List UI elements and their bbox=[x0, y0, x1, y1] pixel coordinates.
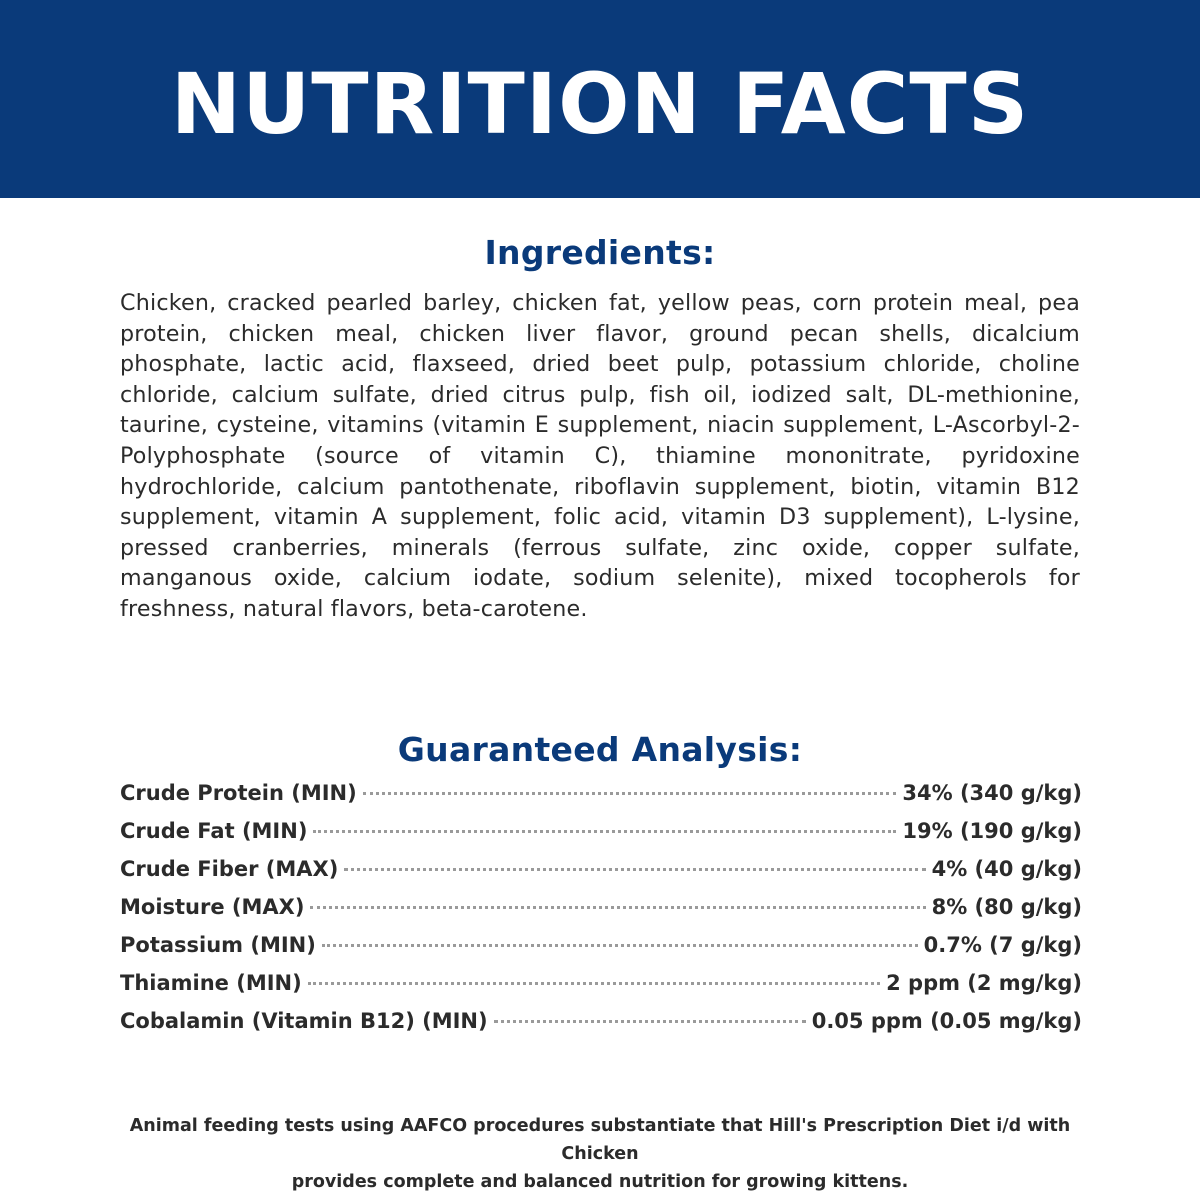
dot-leader bbox=[344, 868, 925, 871]
analysis-row-crude-fiber bbox=[120, 857, 1082, 895]
dot-leader bbox=[494, 1020, 806, 1023]
dot-leader bbox=[308, 982, 880, 985]
analysis-value: 0.7% (7 g/kg) bbox=[923, 933, 1082, 957]
dot-leader bbox=[313, 830, 896, 833]
analysis-label: Crude Protein (MIN) bbox=[120, 781, 357, 805]
analysis-value: 19% (190 g/kg) bbox=[902, 819, 1082, 843]
guaranteed-analysis-table bbox=[120, 781, 1082, 1047]
analysis-row-cobalamin bbox=[120, 1009, 1082, 1047]
analysis-row-moisture bbox=[120, 895, 1082, 933]
analysis-value: 0.05 ppm (0.05 mg/kg) bbox=[811, 1009, 1082, 1033]
guaranteed-analysis-heading: Guaranteed Analysis: bbox=[397, 730, 803, 769]
ingredients-heading: Ingredients: bbox=[484, 233, 716, 272]
analysis-row-potassium bbox=[120, 933, 1082, 971]
analysis-row-crude-protein bbox=[120, 781, 1082, 819]
analysis-value: 4% (40 g/kg) bbox=[931, 857, 1082, 881]
aafco-statement bbox=[100, 1112, 1100, 1196]
analysis-label: Thiamine (MIN) bbox=[120, 971, 302, 995]
dot-leader bbox=[310, 906, 925, 909]
dot-leader bbox=[363, 792, 897, 795]
analysis-label: Cobalamin (Vitamin B12) (MIN) bbox=[120, 1009, 488, 1033]
analysis-value: 8% (80 g/kg) bbox=[931, 895, 1082, 919]
header-banner bbox=[0, 0, 1200, 198]
analysis-label: Crude Fiber (MAX) bbox=[120, 857, 339, 881]
analysis-label: Potassium (MIN) bbox=[120, 933, 316, 957]
ingredients-text: Chicken, cracked pearled barley, chicken fat, yellow peas, corn protein meal, pea protein, chicken meal, chicken liver flavor, ground pecan shells, dicalcium phosphate, lactic acid, flaxseed, dried beet pulp, potassium chloride, choline chloride, calcium sulfate, dried citrus pulp, fish oil, iodized salt, DL-methionine, taurine, cysteine, vitamins (vitamin E supplement, niacin supplement, L-Ascorbyl-2-Polyphosphate (source of vitamin C), thiamine mononitrate, pyridoxine hydrochloride, calcium pantothenate, riboflavin supplement, biotin, vitamin B12 supplement, vitamin A supplement, folic acid, vitamin D3 supplement), L-lysine, pressed cranberries, minerals (ferrous sulfate, zinc oxide, copper sulfate, manganous oxide, calcium iodate, sodium selenite), mixed tocopherols for freshness, natural flavors, beta-carotene. bbox=[120, 290, 1080, 622]
aafco-statement-line: provides complete and balanced nutrition for growing kittens. bbox=[291, 1172, 909, 1192]
analysis-row-thiamine bbox=[120, 971, 1082, 1009]
analysis-value: 2 ppm (2 mg/kg) bbox=[886, 971, 1082, 995]
analysis-value: 34% (340 g/kg) bbox=[902, 781, 1082, 805]
page-title: NUTRITION FACTS bbox=[170, 55, 1030, 153]
analysis-label: Crude Fat (MIN) bbox=[120, 819, 308, 843]
analysis-label: Moisture (MAX) bbox=[120, 895, 305, 919]
aafco-statement-line: Animal feeding tests using AAFCO procedures substantiate that Hill's Prescription Diet i/d with Chicken bbox=[129, 1116, 1071, 1164]
analysis-row-crude-fat bbox=[120, 819, 1082, 857]
dot-leader bbox=[322, 944, 918, 947]
